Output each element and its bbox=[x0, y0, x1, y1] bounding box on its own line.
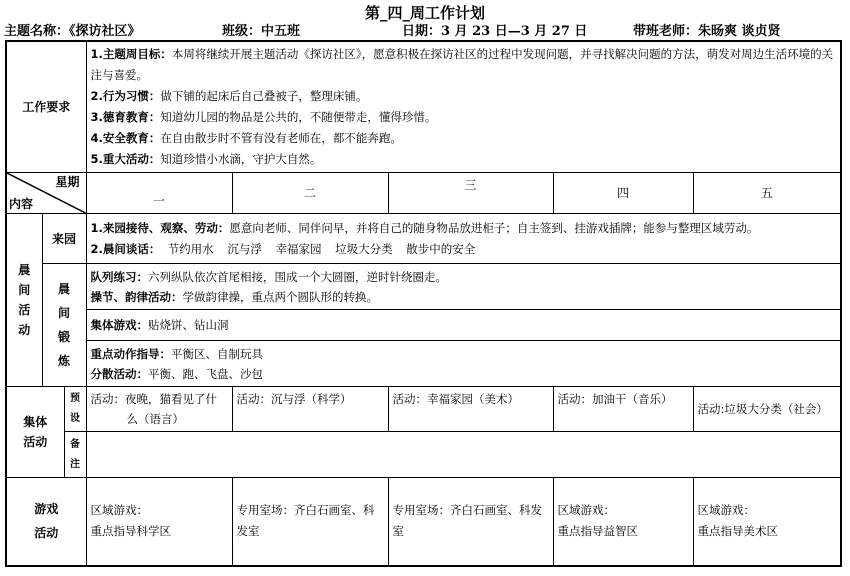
day-content-corner: 星期 内容 bbox=[6, 173, 86, 214]
note-label: 备注 bbox=[64, 432, 86, 478]
activity-tuesday: 活动：沉与浮（科学） bbox=[232, 387, 388, 432]
activity-thursday: 活动：加油干（音乐） bbox=[553, 387, 693, 432]
morning-exercise-label: 晨间锻炼 bbox=[42, 264, 86, 387]
activity-friday: 活动:垃圾大分类（社会） bbox=[693, 387, 841, 432]
work-requirements bbox=[86, 41, 841, 173]
preset-label: 预设 bbox=[64, 387, 86, 432]
game-tuesday: 专用室场：齐白石画室、科发室 bbox=[232, 478, 388, 566]
work-requirements-label: 工作要求 bbox=[6, 41, 86, 173]
event-item: 5.重大活动：知道珍惜小水滴，守护大自然。 bbox=[90, 152, 322, 166]
habit-item: 2.行为习惯：做下铺的起床后自己叠被子，整理床铺。 bbox=[90, 89, 368, 103]
collective-activity-label: 集体活动 bbox=[6, 387, 64, 478]
arrival-content: 1.来园接待、观察、劳动：愿意向老师、同伴问早，并将自己的随身物品放进柜子；自主签到、挂游戏插牌；能参与整理区域劳动。 2.晨间谈话： 节约用水 沉与浮 幸福家园 垃圾大分类 散步中的安全 bbox=[86, 214, 841, 264]
game-activity-label: 游戏活动 bbox=[6, 478, 86, 566]
day-monday: 一 bbox=[86, 173, 232, 214]
group-game-content: 集体游戏：贴烧饼、钻山洞 bbox=[86, 310, 841, 341]
activity-monday: 活动：夜晚，猫看见了什么（语言） bbox=[86, 387, 232, 432]
queue-content: 队列练习：六列纵队依次首尾相接，围成一个大圆圈，逆时针绕圈走。 操节、韵律活动：学做韵律操，重点两个圆队形的转换。 bbox=[86, 264, 841, 310]
goal-item: 1.主题周目标：本周将继续开展主题活动《探访社区》，愿意积极在探访社区的过程中发现问题，并寻找解决问题的方法，萌发对周边生活环境的关注与喜爱。 bbox=[90, 47, 834, 82]
page-title: 第_四_周工作计划 bbox=[364, 4, 485, 22]
note-content bbox=[86, 432, 841, 478]
game-friday: 区域游戏： 重点指导美术区 bbox=[693, 478, 841, 566]
theme-name: 主题名称：《探访社区》 bbox=[4, 24, 141, 39]
moral-item: 3.德育教育：知道幼儿园的物品是公共的，不随便带走，懂得珍惜。 bbox=[90, 110, 437, 124]
weekly-plan-table bbox=[5, 40, 842, 567]
game-thursday: 区域游戏： 重点指导益智区 bbox=[553, 478, 693, 566]
safety-item: 4.安全教育：在自由散步时不管有没有老师在，都不能奔跑。 bbox=[90, 131, 402, 145]
day-friday: 五 bbox=[693, 173, 841, 214]
date-range: 日期：3 月 23 日—3 月 27 日 bbox=[402, 24, 588, 39]
arrival-label: 来园 bbox=[42, 214, 86, 264]
activity-wednesday: 活动：幸福家园（美术） bbox=[388, 387, 553, 432]
game-monday: 区域游戏： 重点指导科学区 bbox=[86, 478, 232, 566]
day-thursday: 四 bbox=[553, 173, 693, 214]
day-tuesday: 二 bbox=[232, 173, 388, 214]
teachers: 带班老师：朱旸爽 谈贞贤 bbox=[633, 24, 781, 39]
class-name: 班级：中五班 bbox=[222, 24, 301, 39]
day-wednesday: 三 bbox=[388, 173, 553, 214]
morning-activity-label: 晨间活动 bbox=[6, 214, 42, 387]
game-wednesday: 专用室场：齐白石画室、科发室 bbox=[388, 478, 553, 566]
focus-content: 重点动作指导：平衡区、自制玩具 分散活动：平衡、跑、飞盘、沙包 bbox=[86, 341, 841, 387]
